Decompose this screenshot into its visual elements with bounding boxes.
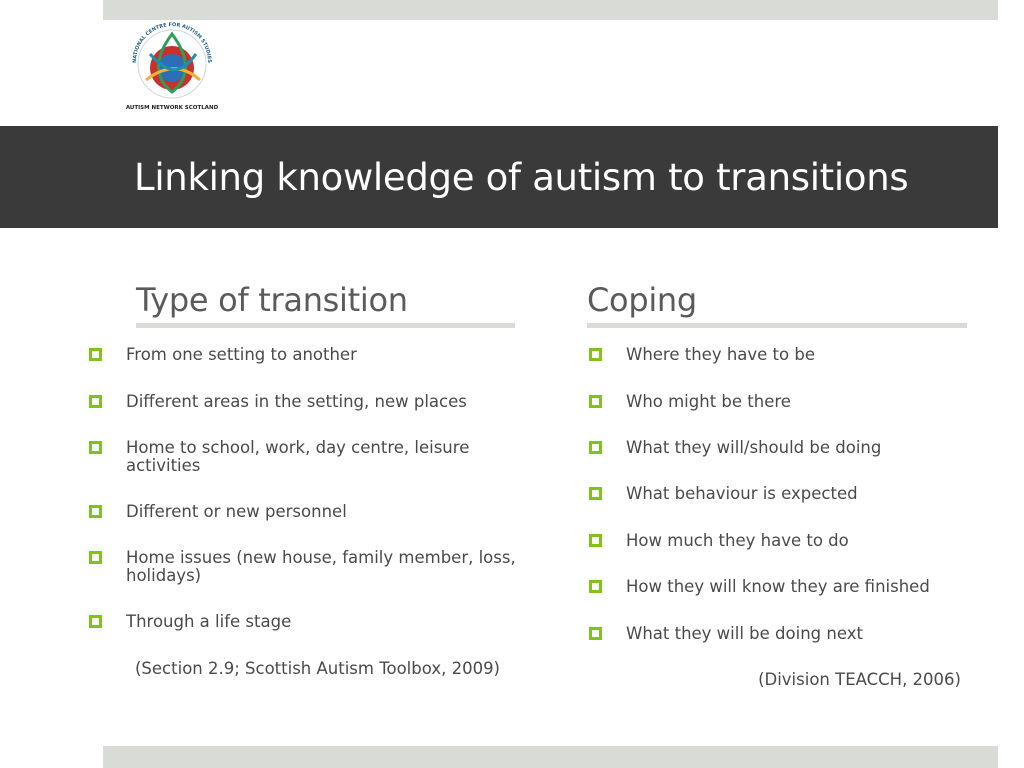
right-column-heading: Coping [587,281,697,319]
list-item-text: What they will be doing next [626,624,863,643]
list-item-text: Home to school, work, day centre, leisure activities [126,438,470,475]
list-item-text: How much they have to do [626,531,849,550]
list-item-text: How they will know they are finished [626,577,930,596]
left-column-heading: Type of transition [136,281,408,319]
top-accent-bar [103,0,998,20]
square-bullet-icon [89,441,102,454]
slide-title: Linking knowledge of autism to transitions [134,156,909,199]
logo-caption: AUTISM NETWORK SCOTLAND [125,105,219,111]
square-bullet-icon [589,627,602,640]
square-bullet-icon [89,551,102,564]
square-bullet-icon [589,487,602,500]
logo-arc-text: NATIONAL CENTRE FOR AUTISM STUDIES [131,21,213,64]
square-bullet-icon [589,580,602,593]
square-bullet-icon [589,441,602,454]
square-bullet-icon [89,505,102,518]
list-item-text: From one setting to another [126,345,357,364]
list-item-text: Where they have to be [626,345,815,364]
left-heading-underline [136,323,515,328]
square-bullet-icon [89,615,102,628]
list-item-text: Through a life stage [126,612,292,631]
square-bullet-icon [589,534,602,547]
square-bullet-icon [589,348,602,361]
logo-emblem-icon [124,18,220,106]
square-bullet-icon [89,395,102,408]
list-item-text: Different areas in the setting, new places [126,392,467,411]
list-item-text: Different or new personnel [126,502,347,521]
list-item-text: What behaviour is expected [626,484,858,503]
list-item-text: Home issues (new house, family member, loss, holidays) [126,548,516,585]
square-bullet-icon [589,395,602,408]
right-heading-underline [587,323,967,328]
list-item-text: Who might be there [626,392,791,411]
left-citation: (Section 2.9; Scottish Autism Toolbox, 2009) [135,659,500,678]
organisation-logo [124,18,220,116]
list-item-text: What they will/should be doing [626,438,882,457]
right-citation: (Division TEACCH, 2006) [758,670,961,689]
square-bullet-icon [89,348,102,361]
bottom-accent-bar [103,746,998,768]
